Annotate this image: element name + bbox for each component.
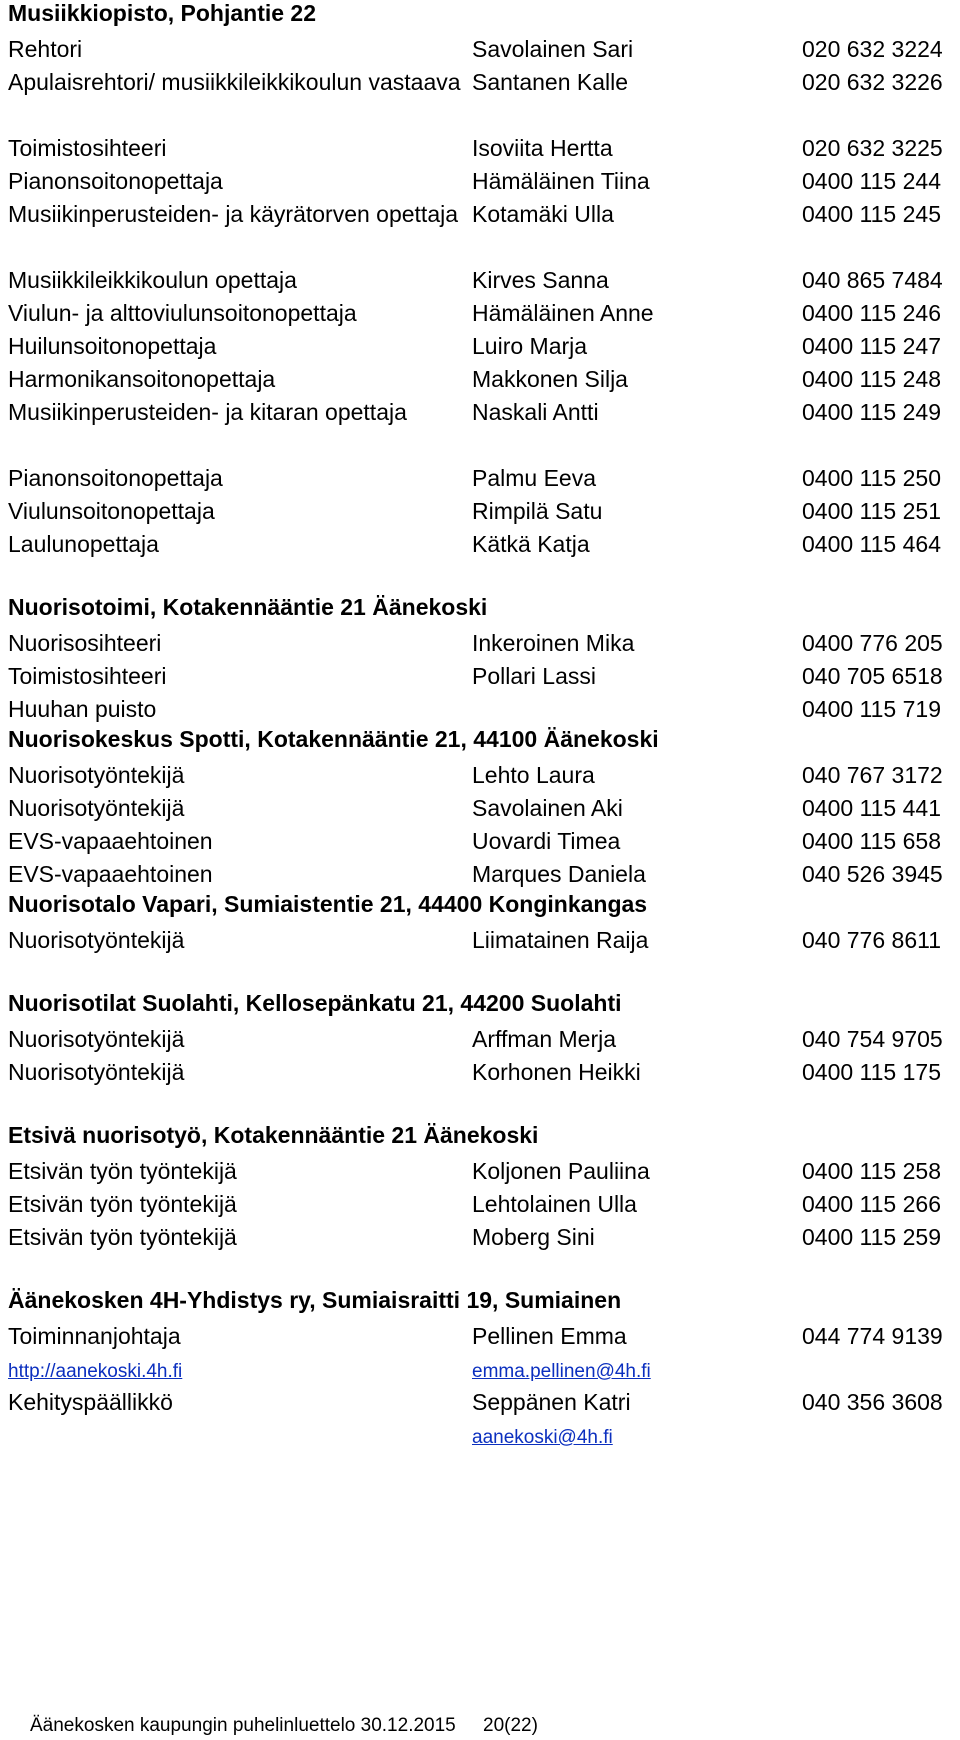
- directory-row: [8, 165, 960, 198]
- role-text: Etsivän työn työntekijä: [8, 1158, 237, 1184]
- directory-row: [8, 198, 960, 264]
- directory-row: [8, 792, 960, 825]
- role-text: Apulaisrehtori/ musiikkileikkikoulun vastaava: [8, 69, 461, 95]
- person-name: Luiro Marja: [472, 333, 588, 359]
- section-heading: Etsivä nuorisotyö, Kotakennääntie 21 Äänekoski: [8, 1122, 539, 1148]
- role-text: Nuorisotyöntekijä: [8, 795, 185, 821]
- section-heading: Nuorisokeskus Spotti, Kotakennääntie 21, 44100 Äänekoski: [8, 726, 659, 752]
- directory-row: [8, 330, 960, 363]
- person-name: Rimpilä Satu: [472, 498, 603, 524]
- email-link[interactable]: emma.pellinen@4h.fi: [472, 1361, 651, 1382]
- website-link[interactable]: http://aanekoski.4h.fi: [8, 1361, 183, 1382]
- directory-section: [8, 0, 960, 594]
- section-spacer: [8, 1089, 960, 1122]
- phone-number: 040 526 3945: [802, 861, 943, 887]
- phone-number: 020 632 3225: [802, 135, 943, 161]
- person-name: Kotamäki Ulla: [472, 201, 614, 227]
- directory-row: [8, 1320, 960, 1353]
- page-number: 20(22): [483, 1715, 538, 1736]
- phone-number: 020 632 3224: [802, 36, 943, 62]
- phone-number: 0400 115 245: [802, 201, 941, 227]
- phone-number: 0400 115 247: [802, 333, 941, 359]
- role-text: Musiikkileikkikoulun opettaja: [8, 267, 297, 293]
- directory-row: [8, 297, 960, 330]
- section-heading: Nuorisotalo Vapari, Sumiaistentie 21, 44400 Konginkangas: [8, 891, 648, 917]
- phone-number: 0400 115 246: [802, 300, 941, 326]
- email-link[interactable]: aanekoski@4h.fi: [472, 1427, 613, 1448]
- directory-row: [8, 1056, 960, 1089]
- link-row: [8, 1353, 960, 1386]
- role-text: Kehityspäällikkö: [8, 1389, 173, 1415]
- person-name: Liimatainen Raija: [472, 927, 649, 953]
- directory-row: [8, 858, 960, 891]
- directory-row: [8, 924, 960, 957]
- directory-row: [8, 132, 960, 165]
- phone-number: 0400 115 248: [802, 366, 941, 392]
- directory-sections: [8, 0, 960, 1287]
- footer-title: Äänekosken kaupungin puhelinluettelo 30.12.2015: [30, 1715, 456, 1736]
- person-name: Lehtolainen Ulla: [472, 1191, 637, 1217]
- section-spacer: [8, 1254, 960, 1287]
- phone-number: 040 705 6518: [802, 663, 943, 689]
- person-name: Pollari Lassi: [472, 663, 596, 689]
- section-heading: Musiikkiopisto, Pohjantie 22: [8, 0, 317, 26]
- person-name: Moberg Sini: [472, 1224, 595, 1250]
- person-name: Lehto Laura: [472, 762, 595, 788]
- role-text: Pianonsoitonopettaja: [8, 168, 223, 194]
- role-text: Rehtori: [8, 36, 83, 62]
- person-name: Hämäläinen Anne: [472, 300, 654, 326]
- role-text: EVS-vapaaehtoinen: [8, 861, 213, 887]
- directory-row: [8, 660, 960, 693]
- role-text: Nuorisosihteeri: [8, 630, 162, 656]
- role-text: Toiminnanjohtaja: [8, 1323, 181, 1349]
- phone-number: 044 774 9139: [802, 1323, 943, 1349]
- phone-number: 0400 115 658: [802, 828, 941, 854]
- role-text: Nuorisotyöntekijä: [8, 927, 185, 953]
- directory-row: [8, 1023, 960, 1056]
- directory-row: [8, 759, 960, 792]
- phone-number: 0400 115 244: [802, 168, 941, 194]
- role-text: Viulun- ja alttoviulunsoitonopettaja: [8, 300, 357, 326]
- section-spacer: [8, 957, 960, 990]
- directory-section: [8, 594, 960, 726]
- person-name: Korhonen Heikki: [472, 1059, 641, 1085]
- directory-row: [8, 462, 960, 495]
- directory-section: [8, 891, 960, 990]
- directory-row: [8, 825, 960, 858]
- directory-row: [8, 693, 960, 726]
- directory-row: [8, 33, 960, 66]
- directory-section: [8, 1122, 960, 1287]
- role-text: Toimistosihteeri: [8, 663, 167, 689]
- directory-row: [8, 528, 960, 561]
- phone-number: 040 767 3172: [802, 762, 943, 788]
- person-name: Marques Daniela: [472, 861, 646, 887]
- person-name: Arffman Merja: [472, 1026, 617, 1052]
- section-spacer: [8, 561, 960, 594]
- role-text: Huuhan puisto: [8, 696, 157, 722]
- directory-row: [8, 1386, 960, 1419]
- phone-number: 0400 115 719: [802, 696, 941, 722]
- person-name: Savolainen Aki: [472, 795, 623, 821]
- phone-number: 0400 115 249: [802, 399, 941, 425]
- phone-number: 040 754 9705: [802, 1026, 943, 1052]
- phone-number: 020 632 3226: [802, 69, 943, 95]
- directory-section: [8, 990, 960, 1122]
- phone-number: 0400 115 464: [802, 531, 941, 557]
- phone-number: 0400 776 205: [802, 630, 943, 656]
- phone-number: 040 776 8611: [802, 927, 941, 953]
- phone-number: 0400 115 259: [802, 1224, 941, 1250]
- directory-row: [8, 1221, 960, 1254]
- role-text: Nuorisotyöntekijä: [8, 1059, 185, 1085]
- section-heading: Nuorisotoimi, Kotakennääntie 21 Äänekoski: [8, 594, 488, 620]
- person-name: Isoviita Hertta: [472, 135, 613, 161]
- phone-number: 040 865 7484: [802, 267, 943, 293]
- phone-number: 0400 115 441: [802, 795, 941, 821]
- person-name: Palmu Eeva: [472, 465, 597, 491]
- person-name: Seppänen Katri: [472, 1389, 631, 1415]
- section-4h: [8, 1287, 960, 1452]
- role-text: Musiikinperusteiden- ja käyrätorven opettaja: [8, 201, 459, 227]
- role-text: Etsivän työn työntekijä: [8, 1191, 237, 1217]
- person-name: Koljonen Pauliina: [472, 1158, 650, 1184]
- phone-number: 0400 115 266: [802, 1191, 941, 1217]
- section-heading: Nuorisotilat Suolahti, Kellosepänkatu 21, 44200 Suolahti: [8, 990, 622, 1016]
- section-heading: Äänekosken 4H-Yhdistys ry, Sumiaisraitti 19, Sumiainen: [8, 1287, 622, 1313]
- role-text: Musiikinperusteiden- ja kitaran opettaja: [8, 399, 407, 425]
- person-name: Pellinen Emma: [472, 1323, 627, 1349]
- page-footer: [30, 1715, 560, 1737]
- phone-number: 0400 115 251: [802, 498, 941, 524]
- phone-directory-page: [8, 0, 960, 1452]
- person-name: Uovardi Timea: [472, 828, 621, 854]
- role-text: Viulunsoitonopettaja: [8, 498, 215, 524]
- role-text: Harmonikansoitonopettaja: [8, 366, 276, 392]
- person-name: Inkeroinen Mika: [472, 630, 635, 656]
- person-name: Kätkä Katja: [472, 531, 590, 557]
- directory-row: [8, 396, 960, 462]
- directory-row: [8, 264, 960, 297]
- role-text: Pianonsoitonopettaja: [8, 465, 223, 491]
- directory-row: [8, 66, 960, 132]
- person-name: Santanen Kalle: [472, 69, 629, 95]
- role-text: Nuorisotyöntekijä: [8, 1026, 185, 1052]
- role-text: Laulunopettaja: [8, 531, 159, 557]
- person-name: Hämäläinen Tiina: [472, 168, 650, 194]
- person-name: Naskali Antti: [472, 399, 599, 425]
- directory-row: [8, 627, 960, 660]
- directory-row: [8, 363, 960, 396]
- role-text: EVS-vapaaehtoinen: [8, 828, 213, 854]
- phone-number: 0400 115 258: [802, 1158, 941, 1184]
- person-name: Makkonen Silja: [472, 366, 628, 392]
- directory-row: [8, 1155, 960, 1188]
- role-text: Toimistosihteeri: [8, 135, 167, 161]
- directory-row: [8, 495, 960, 528]
- phone-number: 0400 115 175: [802, 1059, 941, 1085]
- role-text: Huilunsoitonopettaja: [8, 333, 217, 359]
- person-name: Savolainen Sari: [472, 36, 634, 62]
- role-text: Etsivän työn työntekijä: [8, 1224, 237, 1250]
- phone-number: 040 356 3608: [802, 1389, 943, 1415]
- phone-number: 0400 115 250: [802, 465, 941, 491]
- person-name: Kirves Sanna: [472, 267, 609, 293]
- directory-row: [8, 1188, 960, 1221]
- role-text: Nuorisotyöntekijä: [8, 762, 185, 788]
- link-row: [8, 1419, 960, 1452]
- directory-section: [8, 726, 960, 891]
